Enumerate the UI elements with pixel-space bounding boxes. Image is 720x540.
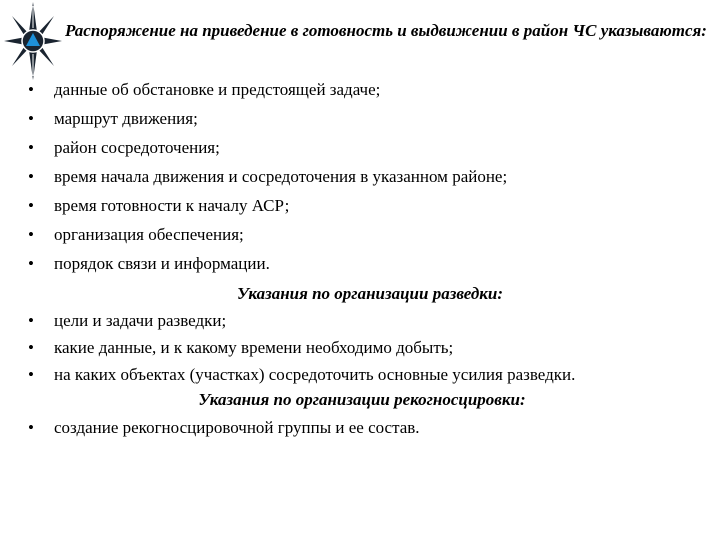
list-item-text: цели и задачи разведки; [54,311,227,330]
list-item-text: порядок связи и информации. [54,254,270,273]
bullet-icon: • [28,338,34,357]
list-item [28,365,708,392]
bullet-icon: • [28,109,34,128]
bullet-icon: • [28,196,34,215]
emergency-star-emblem-icon [4,2,62,80]
bullet-icon: • [28,254,34,273]
bullet-icon: • [28,138,34,157]
reconnaissance-heading: Указания по организации разведки: [236,284,504,303]
list-item [28,167,708,196]
list-item-text: на каких объектах (участках) сосредоточить основные усилия разведки. [54,365,576,384]
list-item [28,225,708,254]
bullet-icon: • [28,225,34,244]
order-contents-list [28,80,708,283]
bullet-icon: • [28,365,34,384]
list-item [28,80,708,109]
bullet-icon: • [28,167,34,186]
list-item [28,418,708,445]
list-item-text: создание рекогносцировочной группы и ее состав. [54,418,420,437]
list-item [28,311,708,338]
page-title: Распоряжение на приведение в готовность и выдвижении в район ЧС указываются: [65,21,707,40]
list-item-text: данные об обстановке и предстоящей задаче; [54,80,381,99]
list-item-text: какие данные, и к какому времени необходимо добыть; [54,338,454,357]
list-item [28,196,708,225]
list-item-text: время начала движения и сосредоточения в указанном районе; [54,167,508,186]
bullet-icon: • [28,311,34,330]
survey-heading: Указания по организации рекогносцировки: [198,390,526,409]
bullet-icon: • [28,80,34,99]
reconnaissance-list [28,311,708,392]
list-item-text: маршрут движения; [54,109,198,128]
survey-list [28,418,708,445]
list-item-text: организация обеспечения; [54,225,244,244]
list-item [28,109,708,138]
list-item [28,254,708,283]
list-item-text: время готовности к началу АСР; [54,196,290,215]
bullet-icon: • [28,418,34,437]
list-item-text: район сосредоточения; [54,138,220,157]
list-item [28,138,708,167]
list-item [28,338,708,365]
